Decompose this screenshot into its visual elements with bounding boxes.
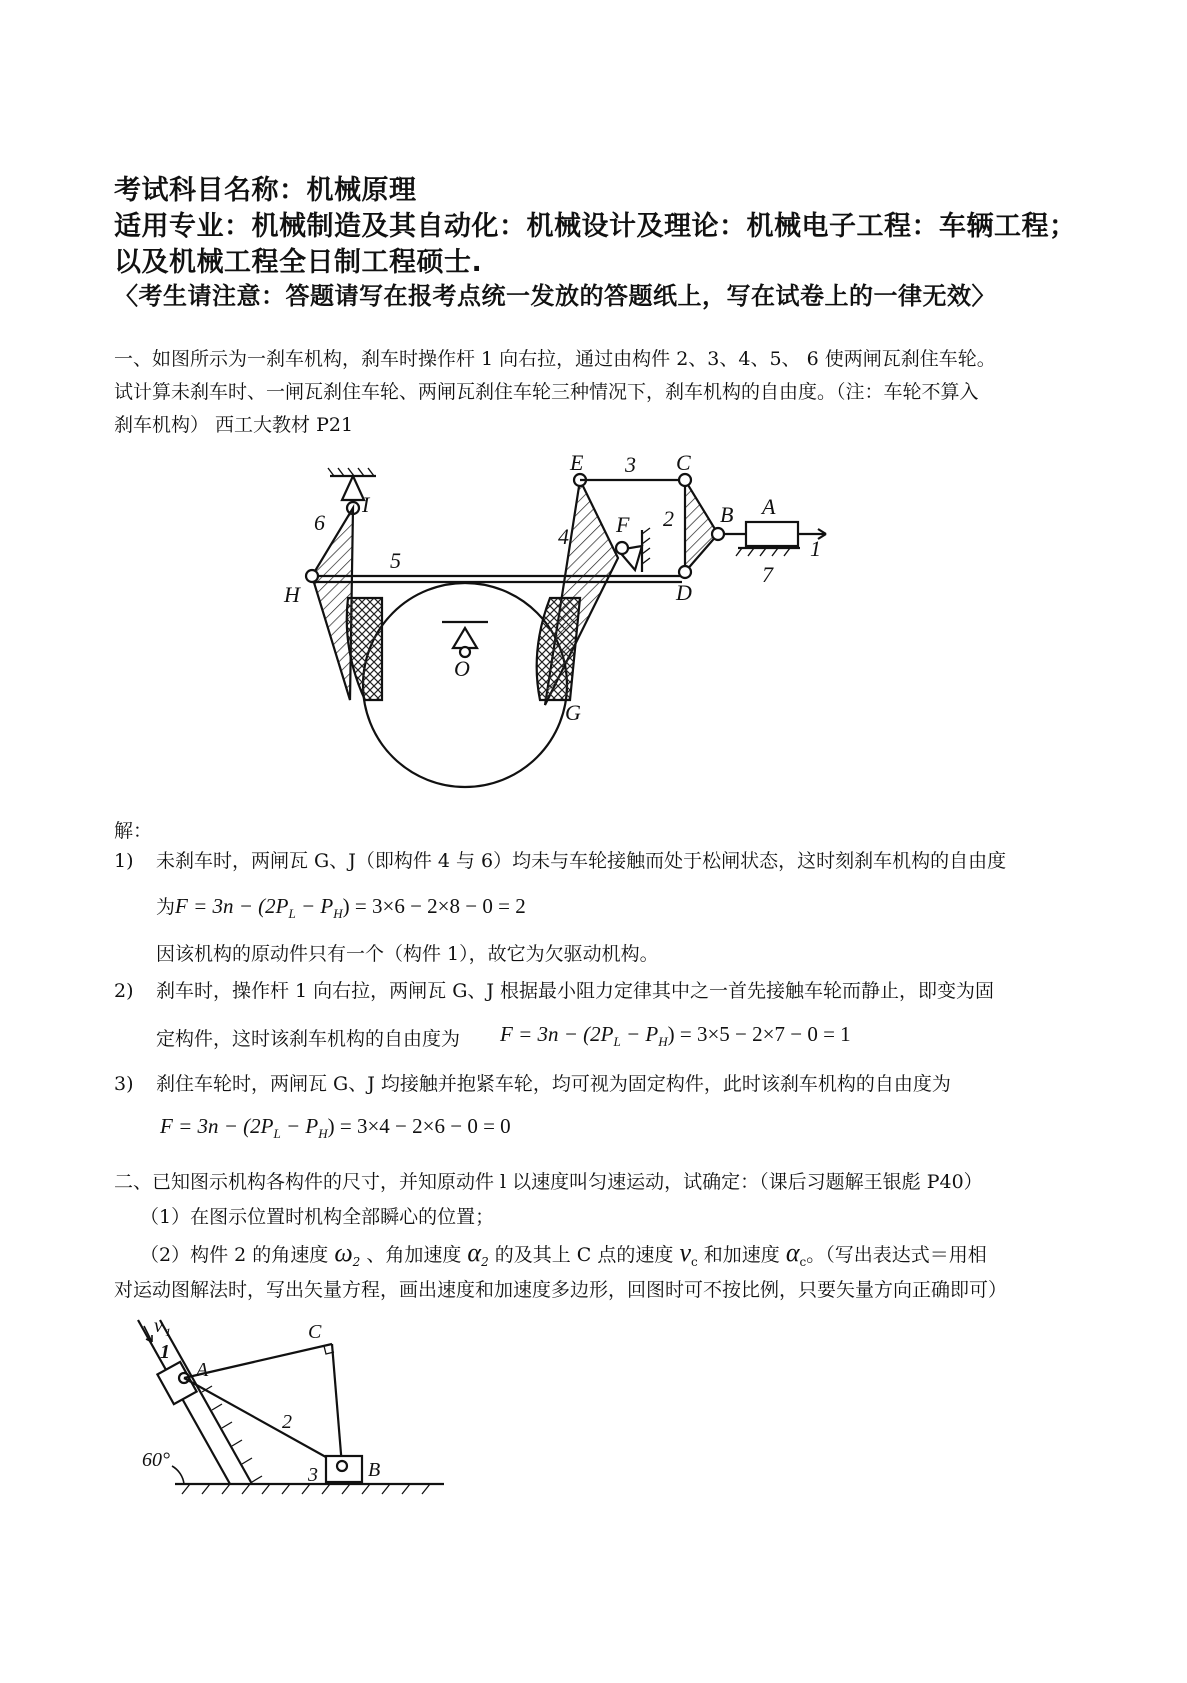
- q2-sub-2: （2）构件 2 的角速度 $\omega_2$ 、角加速度 $\alpha_2$ 的及其上 C 点的速度 $v_c$ 和加速度 $\alpha_c$。（写出表达式＝用相: [140, 1238, 987, 1269]
- item-2-formula: $F = 3n - (2P_L - P_H) = 3\times 5 - 2\times 7 - 0 = 1$: [500, 1022, 851, 1050]
- fig2-label-2: 2: [282, 1411, 292, 1433]
- omega-symbol: ω: [334, 1238, 353, 1267]
- fig1-label-2: 2: [663, 506, 674, 531]
- fig1-label-3: 3: [625, 452, 636, 477]
- fig2-label-C: C: [308, 1321, 322, 1343]
- fig1-label-H: H: [284, 582, 300, 607]
- fig1-label-4: 4: [558, 524, 569, 549]
- fig2-label-1: 1: [160, 1341, 170, 1363]
- q1-line-3: 刹车机构） 西工大教材 P21: [114, 414, 354, 436]
- fig1-label-F: F: [616, 512, 630, 537]
- fig2-label-B: B: [368, 1459, 381, 1481]
- slider-mechanism-figure: [120, 1316, 460, 1516]
- fig1-label-A: A: [762, 494, 776, 519]
- fig1-label-C: C: [676, 450, 691, 475]
- fig1-label-7: 7: [762, 562, 773, 587]
- fig1-label-I: I: [362, 492, 370, 517]
- q1-line-1: 一、如图所示为一刹车机构，刹车时操作杆 1 向右拉，通过由构件 2、3、4、5、 6 使两闸瓦刹住车轮。: [114, 348, 996, 370]
- fig2-label-angle: 60°: [142, 1449, 170, 1471]
- fig1-label-1: 1: [810, 536, 821, 561]
- item-3-formula: $F = 3n - (2P_L - P_H) = 3\times 4 - 2\times 6 - 0 = 0$: [160, 1114, 511, 1142]
- majors-line-2: 以及机械工程全日制工程硕士.: [114, 247, 483, 278]
- fig1-label-O: O: [454, 656, 470, 681]
- fig1-label-B: B: [720, 502, 734, 527]
- majors-line-1: 适用专业：机械制造及其自动化：机械设计及理论：机械电子工程：车辆工程；: [114, 211, 1077, 242]
- item-2-text: 刹车时，操作杆 1 向右拉，两闸瓦 G、J 根据最小阻力定律其中之一首先接触车轮而静止，即变为固: [156, 980, 995, 1002]
- exam-notice: 〈考生请注意：答题请写在报考点统一发放的答题纸上，写在试卷上的一律无效〉: [114, 282, 996, 310]
- velocity-symbol: v: [679, 1238, 691, 1267]
- fig2-label-v1-sub: 1: [165, 1325, 171, 1339]
- fig1-label-D: D: [676, 580, 692, 605]
- fig1-label-E: E: [570, 450, 584, 475]
- q2-line-3: 对运动图解法时，写出矢量方程，画出速度和加速度多边形，回图时可不按比例，只要矢量方向正确即可）: [114, 1279, 1008, 1301]
- alpha-symbol: α: [467, 1238, 482, 1267]
- item-1-num: 1): [114, 850, 134, 872]
- acceleration-symbol: α: [785, 1238, 800, 1267]
- exam-subject: 考试科目名称：机械原理: [114, 175, 417, 206]
- item-2-text-2: 定构件，这时该刹车机构的自由度为: [156, 1028, 461, 1050]
- brake-mechanism-figure: [284, 450, 910, 810]
- fig2-label-3: 3: [308, 1464, 318, 1486]
- fig1-label-5: 5: [390, 548, 401, 573]
- item-2-num: 2): [114, 980, 134, 1002]
- fig1-label-G: G: [565, 700, 581, 725]
- item-3-num: 3): [114, 1073, 134, 1095]
- item-1-note: 因该机构的原动件只有一个（构件 1），故它为欠驱动机构。: [156, 943, 659, 965]
- item-3-text: 刹住车轮时，两闸瓦 G、J 均接触并抱紧车轮，均可视为固定构件，此时该刹车机构的自由度为: [156, 1073, 951, 1095]
- item-1-text: 未刹车时，两闸瓦 G、J（即构件 4 与 6）均未与车轮接触而处于松闸状态，这时刻刹车机构的自由度: [156, 850, 1007, 872]
- wheel: [363, 583, 567, 787]
- q2-sub-1: （1）在图示位置时机构全部瞬心的位置；: [140, 1206, 495, 1228]
- q1-line-2: 试计算未刹车时、一闸瓦刹住车轮、两闸瓦刹住车轮三种情况下，刹车机构的自由度。（注：车轮不算入: [114, 381, 979, 403]
- item-1-formula: 为$F = 3n - (2P_L - P_H) = 3\times 6 - 2\times 8 - 0 = 2$: [156, 894, 526, 922]
- fig1-label-6: 6: [314, 510, 325, 535]
- solution-label: 解：: [114, 820, 153, 842]
- fig2-label-v1: v: [154, 1315, 163, 1337]
- q2-line-1: 二、已知图示机构各构件的尺寸，并知原动件 l 以速度叫匀速运动，试确定：（课后习题解王银彪 P40）: [114, 1171, 983, 1193]
- fig2-label-A: A: [196, 1359, 209, 1381]
